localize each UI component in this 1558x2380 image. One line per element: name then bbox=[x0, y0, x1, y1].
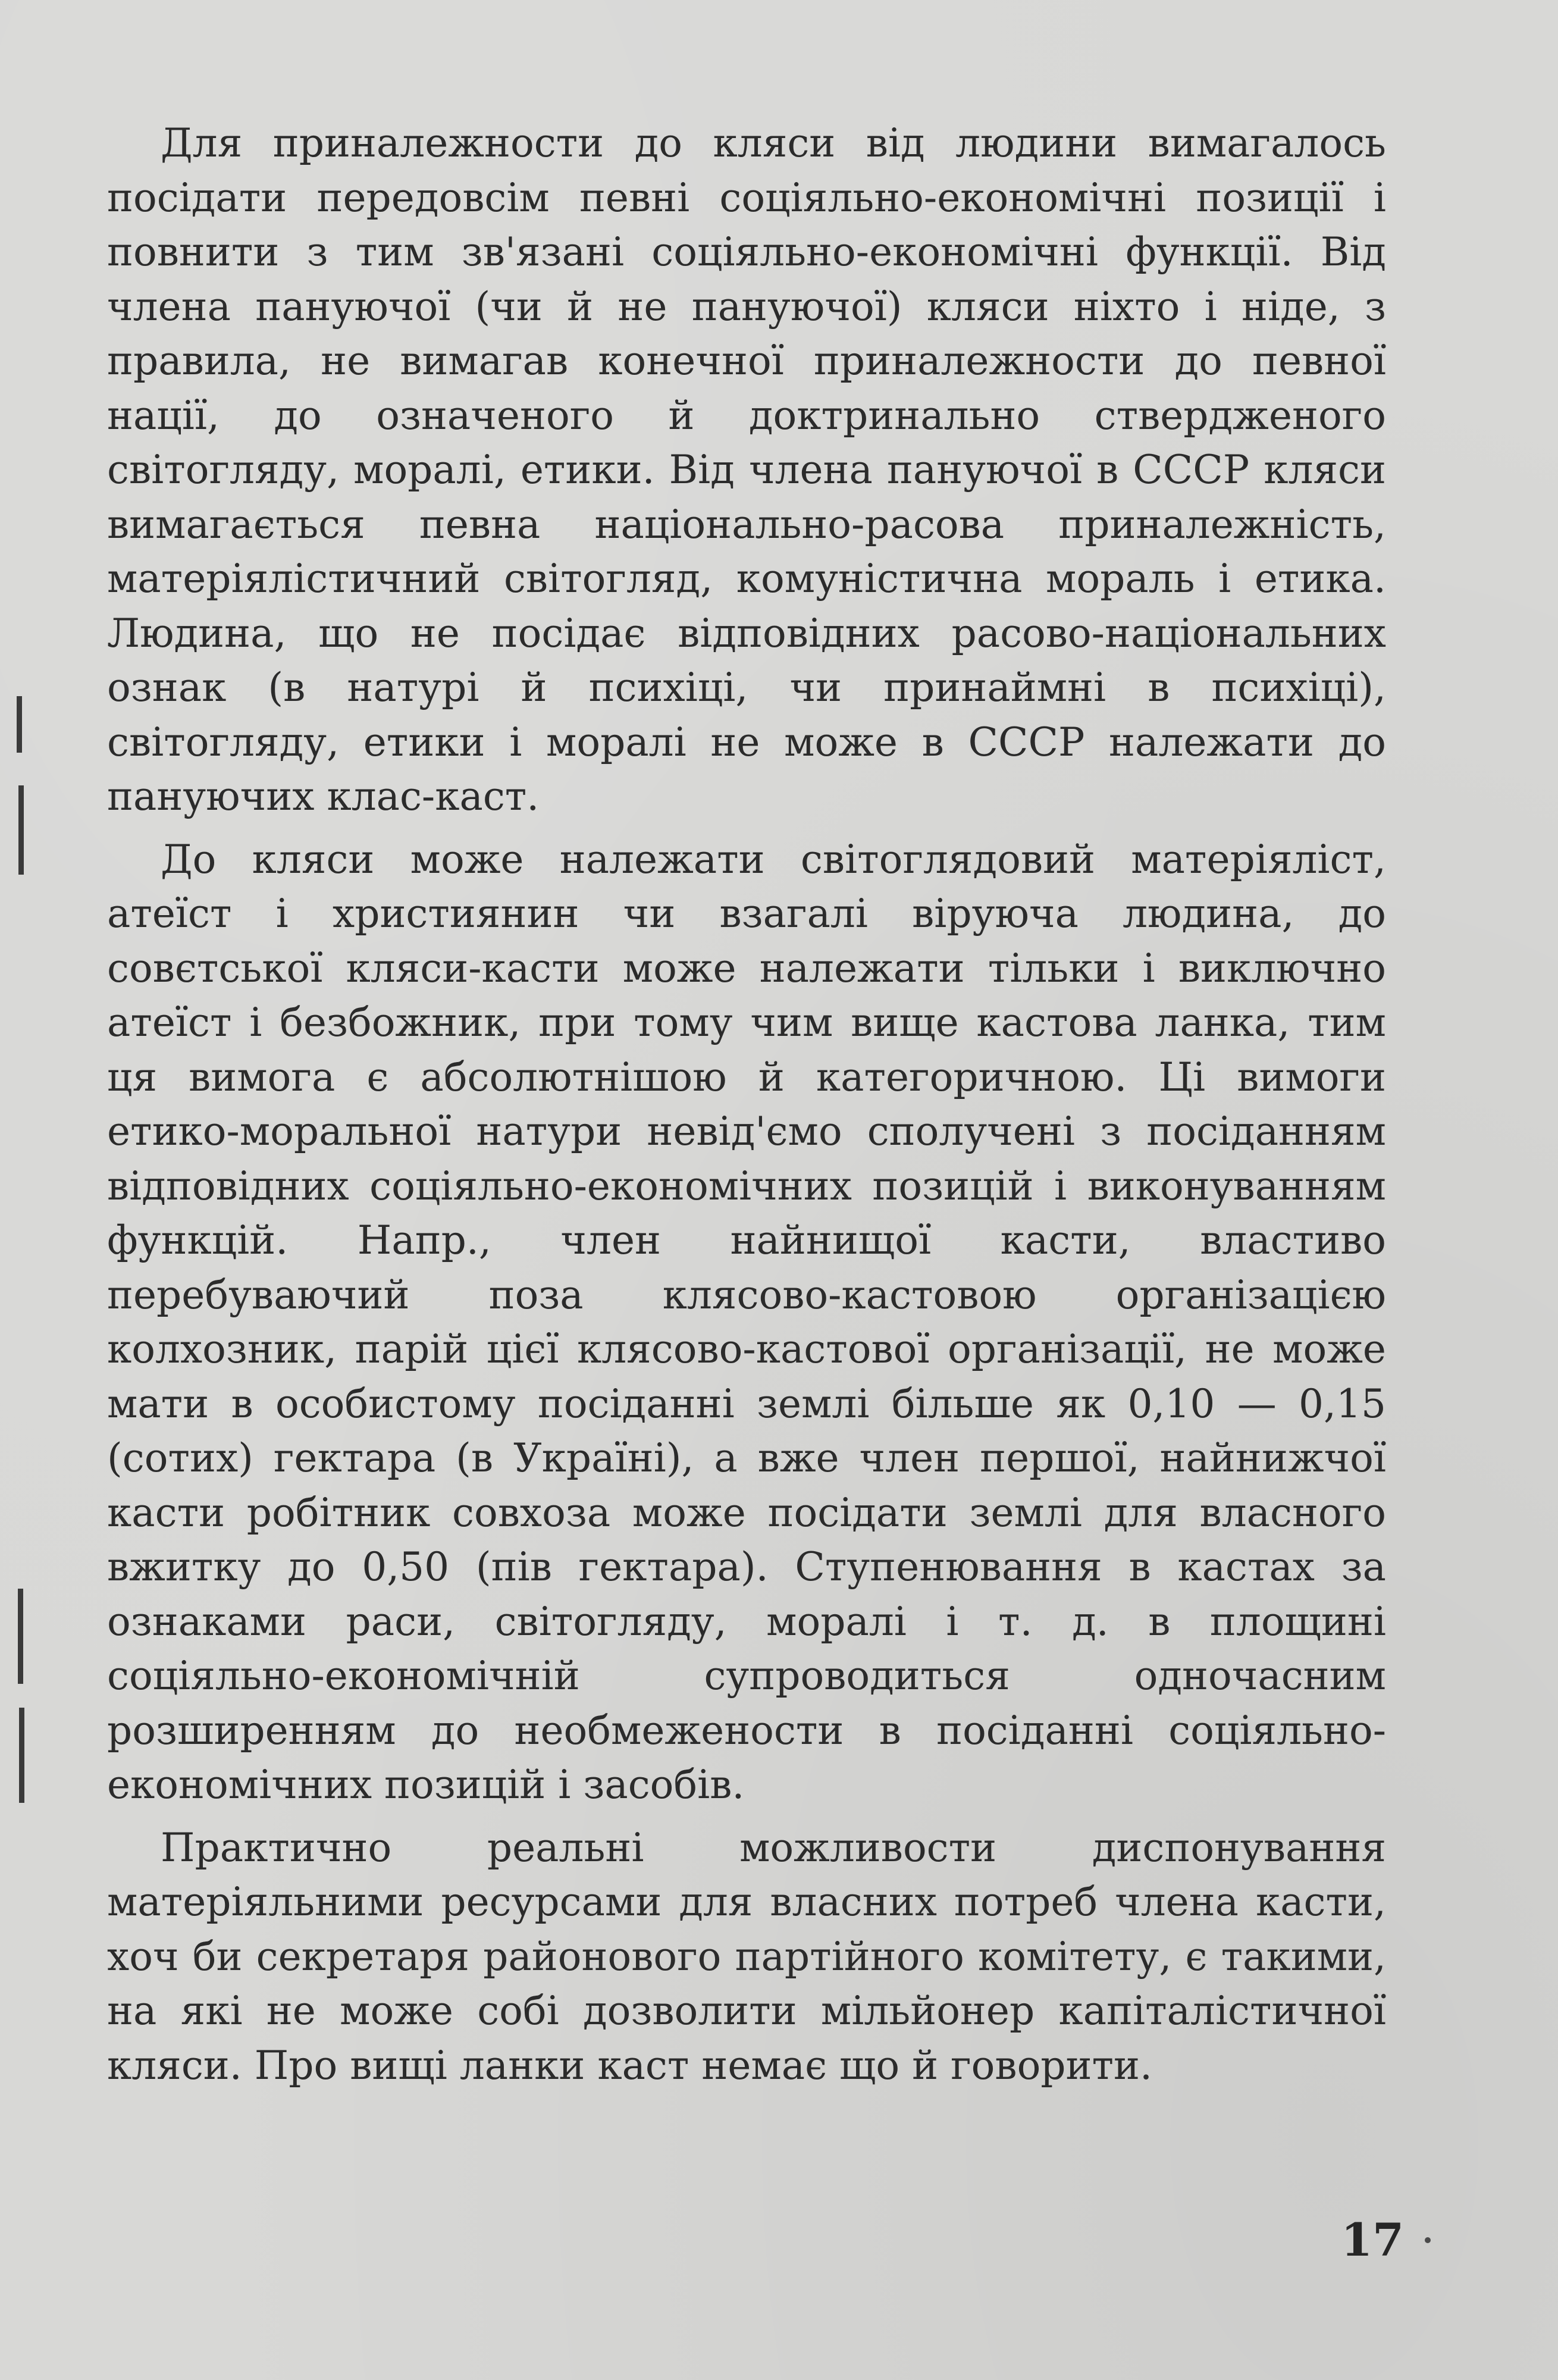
binding-mark bbox=[17, 696, 22, 753]
binding-mark bbox=[18, 785, 24, 875]
binding-mark bbox=[18, 1589, 23, 1684]
paragraph-material-resources: Практично реальні можливости диспонування матеріяльними ресурсами для власних потреб члена касти, хоч би секретаря районового партійного комітету, є такими, на які не може собі дозволити мільйонер капіталістичної кляси. Про вищі ланки каст немає що й говорити. bbox=[107, 1824, 1386, 2088]
binding-mark bbox=[19, 1708, 24, 1803]
paragraph-class-membership: Для приналежности до кляси від людини вимагалось посідати передовсім певні соціяльно-економічні позиції і повнити з тим зв'язані соціяльно-економічні функції. Від члена пануючої (чи й не пануючої) кляси ніхто і ніде, з правила, не вимагав конечної приналежности до певної нації, до означеного й доктринально ствердженого світогляду, моралі, етики. Від члена пануючої в СССР кляси вимагається певна національно-расова приналежність, матеріялістичний світогляд, комуністична мораль і етика. Людина, що не посідає відповідних расово-національних ознак (в натурі й психіці, чи принаймні в психіці), світогляду, етики і моралі не може в СССР належати до пануючих клас-каст. bbox=[107, 120, 1386, 819]
body-text bbox=[107, 116, 1386, 2101]
page-number: 17 bbox=[1341, 2213, 1404, 2266]
paragraph-caste-requirements: До кляси може належати світоглядовий матеріяліст, атеїст і християнин чи взагалі віруюча людина, до совєтської кляси-касти може належати тільки і виключно атеїст і безбожник, при тому чим вище кастова ланка, тим ця вимога є абсолютнішою й категоричною. Ці вимоги етико-моральної натури невід'ємо сполучені з посіданням відповідних соціяльно-економічних позицій і виконуванням функцій. Напр., член найнищої касти, властиво перебуваючий поза клясово-кастовою організацією колхозник, парій цієї клясово-кастової організації, не може мати в особистому посіданні землі більше як 0,10 — 0,15 (сотих) гектара (в Україні), а вже член першої, найнижчої касти робітник совхоза може посідати землі для власного вжитку до 0,50 (пів гектара). Ступенювання в кастах за ознаками раси, світогляду, моралі і т. д. в площині соціяльно-економічній супроводиться одночасним розширенням до необмежености в посіданні соціяльно-економічних позицій і засобів. bbox=[107, 836, 1386, 1808]
ink-speck bbox=[1425, 2237, 1431, 2243]
